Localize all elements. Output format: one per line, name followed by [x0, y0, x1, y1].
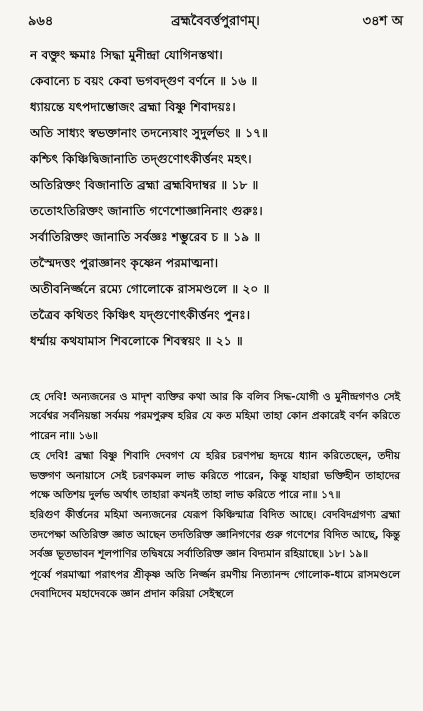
verse-line: ধর্ম্মায় কথযামাস শিবলোকে শিবস্বয়ং ॥ ২১ ॥ — [30, 334, 243, 348]
translation-paragraph: পূর্ব্বে পরমাত্মা পরাৎপর শ্রীকৃষ্ণ অতি নির্জ্জন রমণীয় নিত্যানন্দ গোলোক-ধামে রাসমণ্ডলে দেবাদিদেব মহাদেবকে জ্ঞান প্রদান করিয়া সেইস্থলে — [30, 568, 400, 601]
verse-line: ন বক্তুং ক্ষমাঃ সিদ্ধা মুনীন্দ্রা যোগিনস্তথা। — [30, 48, 223, 62]
verse-line: ততোঽতিরিক্তং জানাতি গণেশোজ্ঞানিনাং গুরুঃ। — [30, 204, 263, 218]
chapter-label: ৩৪শ অ — [362, 14, 403, 29]
verse-line: কশ্চিৎ কিঞ্চিদ্বিজানাতি তদ্গুণোৎকীর্ত্তনং মহৎ। — [30, 152, 252, 166]
bengali-translation — [30, 388, 400, 605]
running-title: ব্রহ্মবৈবর্ত্তপুরাণম্। — [171, 14, 260, 29]
translation-paragraph: হে দেবি! ব্রহ্মা বিষ্ণু শিবাদি দেবগণ যে হরির চরণপদ্ম হৃদয়ে ধ্যান করিতেছেন, তদীয় ভক্তগণ অনায়াসে সেই চরণকমল লাভ করিতে পারেন, কিন্তু যাহারা ভক্তিহীন তাহাদের পক্ষে অতিশয় দুর্লভ অর্থাৎ তাহারা কখনই তাহা লাভ করিতে পারে না॥ ১৭॥ — [30, 450, 400, 502]
sanskrit-verses — [30, 42, 400, 354]
page-number: ৯৬৪ — [28, 14, 54, 29]
verse-line: কেবান্যে চ বয়ং কেবা ভগবদ্গুণ বর্ণনে ॥ ১৬ ॥ — [30, 74, 258, 88]
page-header — [28, 12, 403, 34]
verse-line: তস্মৈদত্তং পুরাজ্ঞানং কৃষ্ণেন পরমাত্মনা। — [30, 256, 219, 270]
verse-line: অতি সাধ্যং স্বভক্তানাং তদন্যেষাং সুদুর্লভং ॥ ১৭॥ — [30, 126, 269, 140]
translation-paragraph: হে দেবি! অন্যজনের ও মাদৃশ ব্যক্তির কথা আর কি বলিব সিদ্ধ-যোগী ও মুনীন্দ্রগণও সেই সর্বেশ্বর সর্বনিয়ন্তা সর্বময় পরমপুরুষ হরির যে কত মহিমা তাহা কোন প্রকারেই বর্ণন করিতে পারেন না॥ ১৬॥ — [30, 391, 400, 442]
translation-paragraph: হরিগুণ কীর্ত্তনের মহিমা অন্যজনের যেরূপ কিঞ্চিন্মাত্র বিদিত আছে। বেদবিদগ্রগণ্য ব্রহ্মা তদপেক্ষা অতিরিক্ত জ্ঞাত আছেন তদতিরিক্ত জ্ঞানিগণের গুরু গণেশের বিদিত আছে, কিন্তু সর্বজ্ঞ ভূতভাবন শূলপাণির তদ্বিষয়ে সর্বাতিরিক্ত জ্ঞান বিদ্যমান রহিয়াছে॥ ১৮। ১৯॥ — [30, 509, 400, 561]
verse-line: অতীবনির্জ্জনে রম্যে গোলোকে রাসমণ্ডলে ॥ ২০ ॥ — [30, 282, 270, 296]
verse-line: তত্রৈব কথিতং কিঞ্চিৎ যদ্গুণোৎকীর্ত্তনং পুনঃ। — [30, 308, 251, 322]
verse-line: সর্বাতিরিক্তং জানাতি সর্বজ্ঞঃ শম্ভুরেব চ ॥ ১৯ ॥ — [30, 230, 261, 244]
verse-line: ধ্যায়ন্তে যৎপদাম্ভোজং ব্রহ্মা বিষ্ণু শিবাদয়ঃ। — [30, 100, 236, 114]
verse-line: অতিরিক্তং বিজানাতি ব্রহ্মা ব্রহ্মবিদাম্বর ॥ ১৮ ॥ — [30, 178, 259, 192]
